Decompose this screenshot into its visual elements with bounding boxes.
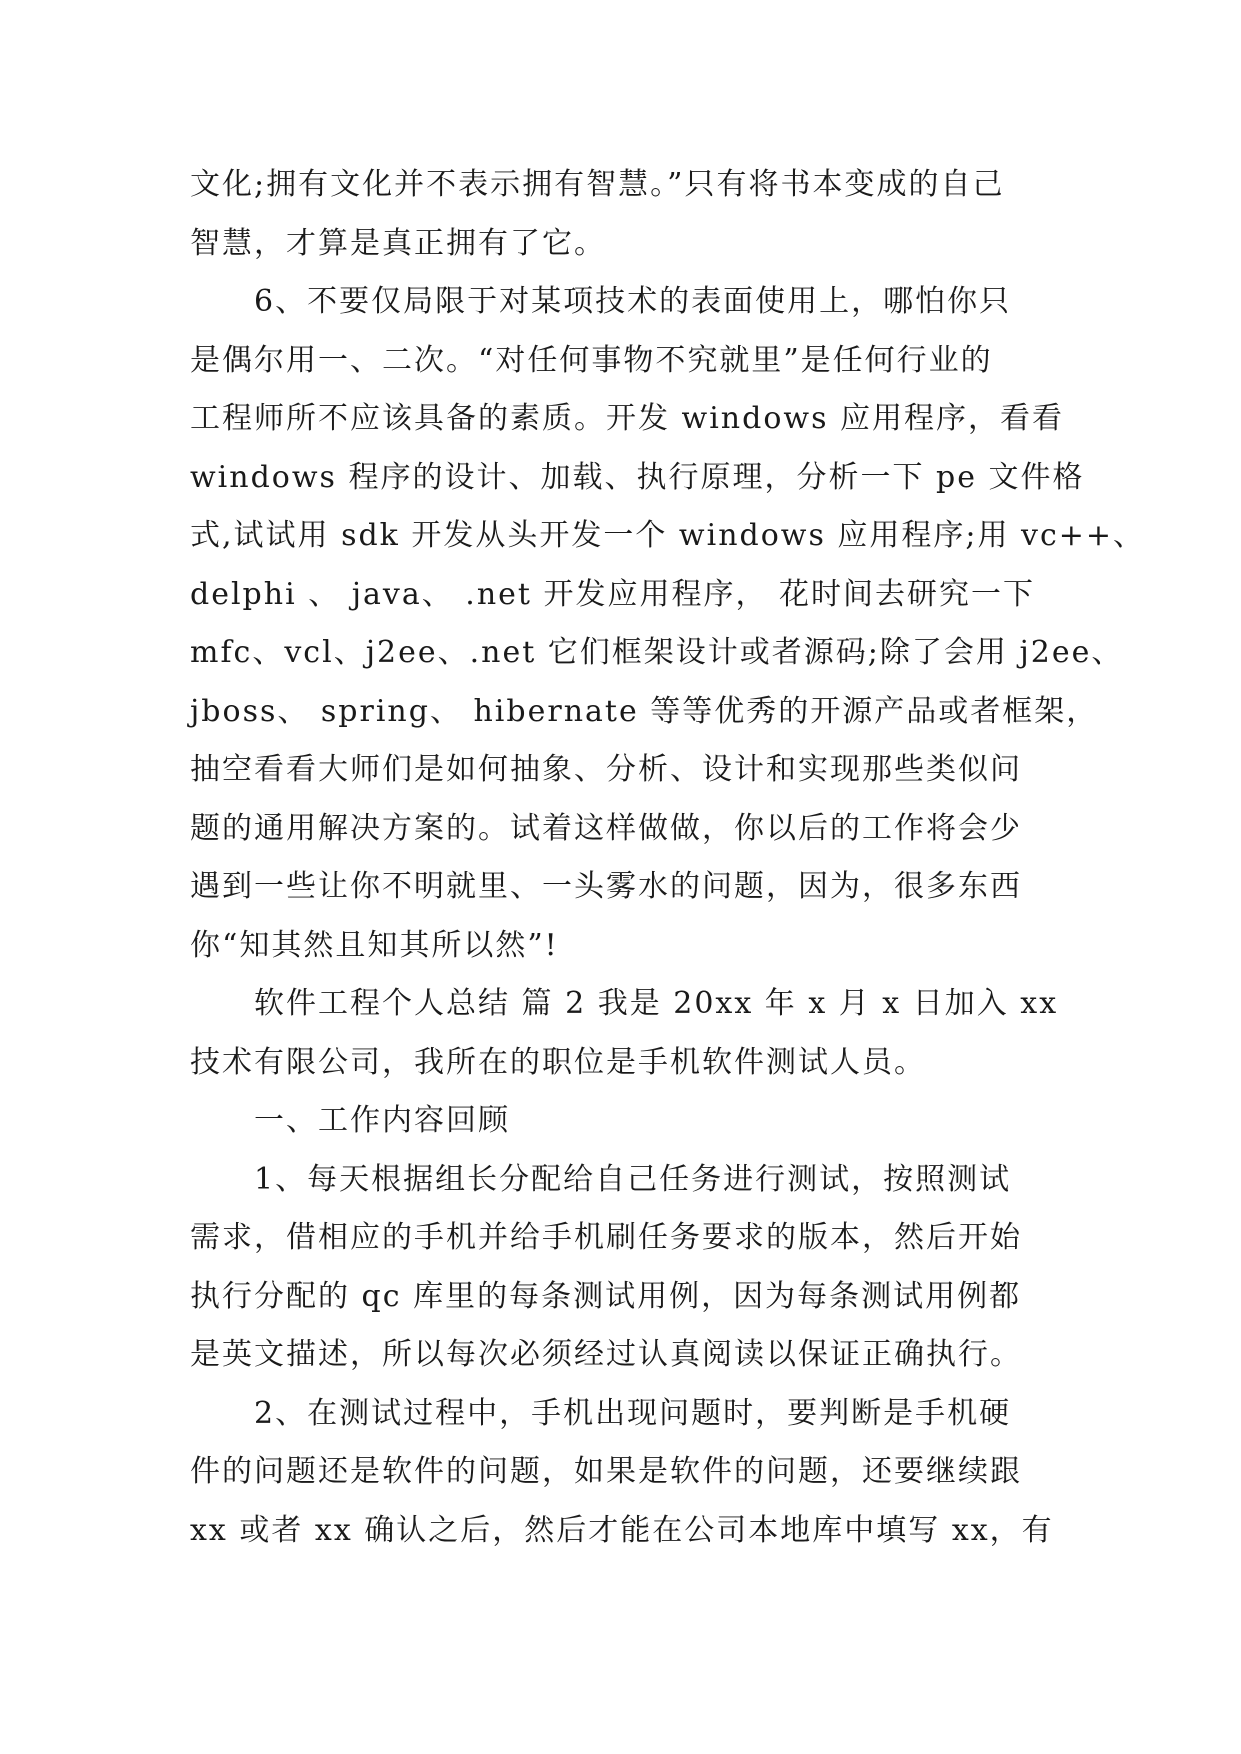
text-line-4: 是偶尔用一、二次。“对任何事物不究就里”是任何行业的 [190,342,993,378]
section-heading-line: 软件工程个人总结 篇 2 我是 20xx 年 x 月 x 日加入 xx [254,986,1059,1021]
document-body [190,156,1146,1560]
text-line-9: mfc、vcl、j2ee、.net 它们框架设计或者源码;除了会用 j2ee、 [190,635,1124,670]
text-line-2: 智慧，才算是真正拥有了它。 [190,225,606,261]
text-line-21: 是英文描述，所以每次必须经过认真阅读以保证正确执行。 [190,1337,1022,1372]
text-line-1: 文化;拥有文化并不表示拥有智慧。”只有将书本变成的自己 [190,167,1005,202]
text-line-18: 1、每天根据组长分配给自己任务进行测试，按照测试 [254,1161,1012,1197]
text-line-7: 式,试试用 sdk 开发从头开发一个 windows 应用程序;用 vc++、 [190,518,1146,553]
text-line-14: 你“知其然且知其所以然”! [190,927,559,963]
text-line-5: 工程师所不应该具备的素质。开发 windows 应用程序，看看 [190,401,1065,436]
text-line-6: windows 程序的设计、加载、执行原理，分析一下 pe 文件格 [190,459,1085,495]
text-line-20: 执行分配的 qc 库里的每条测试用例，因为每条测试用例都 [190,1278,1022,1314]
text-line-24: xx 或者 xx 确认之后，然后才能在公司本地库中填写 xx，有 [190,1512,1054,1548]
text-line-19: 需求，借相应的手机并给手机刷任务要求的版本，然后开始 [190,1220,1022,1255]
text-line-22: 2、在测试过程中，手机出现问题时，要判断是手机硬 [254,1395,1012,1431]
text-line-10: jboss、 spring、 hibernate 等等优秀的开源产品或者框架， [190,693,1099,729]
text-line-23: 件的问题还是软件的问题，如果是软件的问题，还要继续跟 [190,1454,1022,1489]
text-line-16: 技术有限公司，我所在的职位是手机软件测试人员。 [190,1044,926,1080]
text-line-12: 题的通用解决方案的。试着这样做做，你以后的工作将会少 [190,810,1022,846]
text-line-8: delphi 、 java、 .net 开发应用程序， 花时间去研究一下 [190,576,1036,612]
subheading-work-review: 一、工作内容回顾 [254,1103,510,1138]
text-line-13: 遇到一些让你不明就里、一头雾水的问题，因为，很多东西 [190,869,1022,904]
text-line-11: 抽空看看大师们是如何抽象、分析、设计和实现那些类似问 [190,752,1022,787]
text-line-3: 6、不要仅局限于对某项技术的表面使用上，哪怕你只 [254,284,1012,319]
